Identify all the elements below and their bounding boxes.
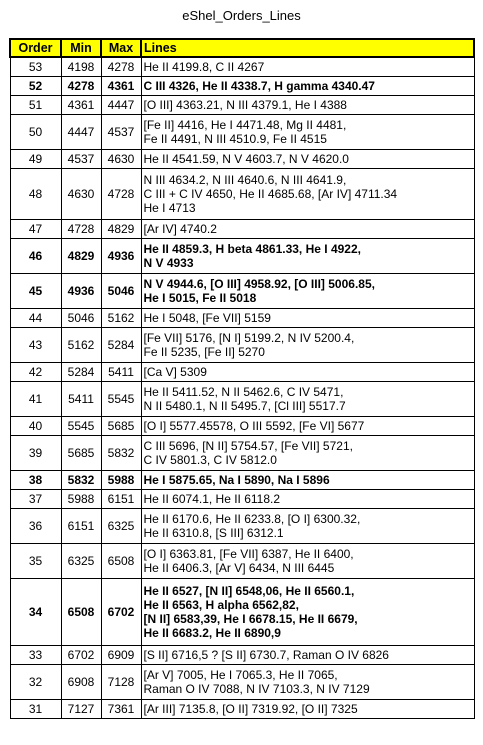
cell-min: 6151 [61, 508, 101, 543]
cell-min: 4537 [61, 149, 101, 168]
cell-max: 7128 [101, 664, 141, 699]
cell-order: 42 [10, 362, 61, 381]
cell-min: 5832 [61, 470, 101, 489]
cell-max: 5685 [101, 416, 141, 435]
line-text: N V 4944.6, [O III] 4958.92, [O III] 5006.85, [143, 276, 375, 291]
table-row [10, 508, 474, 543]
table-row [10, 76, 474, 95]
line-text: He II 4859.3, H beta 4861.33, He I 4922, [143, 241, 361, 256]
cell-max: 6702 [101, 578, 141, 645]
cell-min: 4728 [61, 219, 101, 238]
cell-min: 5545 [61, 416, 101, 435]
table-row [10, 238, 474, 273]
line-text: Raman O IV 7088, N IV 7103.3, N IV 7129 [143, 681, 370, 696]
table-row [10, 416, 474, 435]
cell-order: 40 [10, 416, 61, 435]
cell-lines [141, 645, 474, 664]
cell-min: 4447 [61, 114, 101, 149]
cell-order: 37 [10, 489, 61, 508]
cell-min: 4198 [61, 57, 101, 76]
line-text: He II 6170.6, He II 6233.8, [O I] 6300.32, [143, 511, 361, 526]
cell-lines [141, 219, 474, 238]
line-text: He II 6074.1, He II 6118.2 [143, 491, 281, 506]
cell-max: 5411 [101, 362, 141, 381]
cell-order: 32 [10, 664, 61, 699]
cell-order: 44 [10, 308, 61, 327]
cell-lines [141, 489, 474, 508]
cell-lines [141, 664, 474, 699]
cell-max: 4936 [101, 238, 141, 273]
line-text: He II 6683.2, He II 6890,9 [143, 625, 281, 640]
table-row [10, 699, 474, 718]
line-text: C III 5696, [N II] 5754.57, [Fe VII] 5721, [143, 438, 353, 453]
cell-lines [141, 435, 474, 470]
line-text: C IV 5801.3, C IV 5812.0 [143, 452, 277, 467]
cell-order: 48 [10, 168, 61, 219]
cell-max: 6508 [101, 543, 141, 578]
line-text: [Ar V] 7005, He I 7065.3, He II 7065, [143, 667, 338, 682]
line-text: He I 5875.65, Na I 5890, Na I 5896 [143, 472, 330, 487]
line-text: [N II] 6583,39, He I 6678.15, He II 6679, [143, 611, 358, 626]
line-text: [O III] 4363.21, N III 4379.1, He I 4388 [143, 97, 347, 112]
cell-order: 46 [10, 238, 61, 273]
line-text: [Fe II] 4416, He I 4471.48, Mg II 4481, [143, 117, 347, 132]
cell-max: 4537 [101, 114, 141, 149]
line-text: He II 4541.59, N V 4603.7, N V 4620.0 [143, 151, 349, 166]
cell-min: 4630 [61, 168, 101, 219]
cell-max: 5162 [101, 308, 141, 327]
table-row [10, 273, 474, 308]
cell-min: 6908 [61, 664, 101, 699]
cell-max: 5046 [101, 273, 141, 308]
cell-lines [141, 508, 474, 543]
cell-min: 7127 [61, 699, 101, 718]
cell-max: 6909 [101, 645, 141, 664]
cell-max: 5545 [101, 381, 141, 416]
cell-lines [141, 699, 474, 718]
cell-max: 4447 [101, 95, 141, 114]
cell-order: 50 [10, 114, 61, 149]
line-text: [Ar IV] 4740.2 [143, 221, 217, 236]
table-row [10, 435, 474, 470]
table-row [10, 149, 474, 168]
cell-order: 45 [10, 273, 61, 308]
cell-max: 6325 [101, 508, 141, 543]
header-row [10, 39, 474, 57]
cell-min: 5988 [61, 489, 101, 508]
header-order: Order [10, 39, 61, 57]
cell-min: 5685 [61, 435, 101, 470]
cell-max: 4829 [101, 219, 141, 238]
table-row [10, 470, 474, 489]
table-row [10, 362, 474, 381]
cell-lines [141, 362, 474, 381]
cell-min: 5411 [61, 381, 101, 416]
cell-max: 4728 [101, 168, 141, 219]
line-text: He I 5048, [Fe VII] 5159 [143, 310, 271, 325]
line-text: N III 4634.2, N III 4640.6, N III 4641.9, [143, 172, 347, 187]
table-row [10, 95, 474, 114]
cell-order: 43 [10, 327, 61, 362]
cell-max: 7361 [101, 699, 141, 718]
cell-lines [141, 273, 474, 308]
cell-order: 31 [10, 699, 61, 718]
cell-min: 6702 [61, 645, 101, 664]
cell-min: 5046 [61, 308, 101, 327]
cell-lines [141, 416, 474, 435]
line-text: C III + C IV 4650, He II 4685.68, [Ar IV] 4711.34 [143, 186, 398, 201]
table-row [10, 381, 474, 416]
cell-max: 4630 [101, 149, 141, 168]
cell-order: 47 [10, 219, 61, 238]
line-text: [Ca V] 5309 [143, 364, 207, 379]
cell-order: 49 [10, 149, 61, 168]
header-min: Min [61, 39, 101, 57]
line-text: He II 6406.3, [Ar V] 6434, N III 6445 [143, 560, 335, 575]
cell-max: 4278 [101, 57, 141, 76]
line-text: [Fe VII] 5176, [N I] 5199.2, N IV 5200.4, [143, 330, 355, 345]
cell-lines [141, 578, 474, 645]
cell-lines [141, 76, 474, 95]
cell-min: 6325 [61, 543, 101, 578]
line-text: He I 4713 [143, 200, 196, 215]
line-text: He II 6527, [N II] 6548,06, He II 6560.1, [143, 583, 355, 598]
cell-order: 51 [10, 95, 61, 114]
cell-min: 5284 [61, 362, 101, 381]
table-row [10, 664, 474, 699]
cell-lines [141, 327, 474, 362]
cell-order: 53 [10, 57, 61, 76]
table-row [10, 219, 474, 238]
cell-min: 4278 [61, 76, 101, 95]
line-text: He II 6563, H alpha 6562,82, [143, 597, 299, 612]
line-text: C III 4326, He II 4338.7, H gamma 4340.47 [143, 78, 375, 93]
line-text: [O I] 6363.81, [Fe VII] 6387, He II 6400, [143, 546, 354, 561]
cell-order: 41 [10, 381, 61, 416]
cell-min: 6508 [61, 578, 101, 645]
cell-order: 38 [10, 470, 61, 489]
table-row [10, 114, 474, 149]
cell-lines [141, 238, 474, 273]
line-text: N II 5480.1, N II 5495.7, [Cl III] 5517.7 [143, 398, 346, 413]
cell-max: 5832 [101, 435, 141, 470]
table-row [10, 489, 474, 508]
cell-lines [141, 149, 474, 168]
cell-order: 33 [10, 645, 61, 664]
table-row [10, 645, 474, 664]
line-text: He II 4199.8, C II 4267 [143, 59, 265, 74]
cell-max: 4361 [101, 76, 141, 95]
table-row [10, 543, 474, 578]
line-text: Fe II 5235, [Fe II] 5270 [143, 344, 265, 359]
orders-lines-table [9, 38, 475, 719]
table-row [10, 578, 474, 645]
cell-lines [141, 470, 474, 489]
cell-order: 36 [10, 508, 61, 543]
cell-min: 4936 [61, 273, 101, 308]
line-text: He II 5411.52, N II 5462.6, C IV 5471, [143, 384, 344, 399]
cell-lines [141, 95, 474, 114]
cell-min: 4361 [61, 95, 101, 114]
table-row [10, 168, 474, 219]
cell-lines [141, 543, 474, 578]
cell-lines [141, 168, 474, 219]
cell-max: 5284 [101, 327, 141, 362]
line-text: He I 5015, Fe II 5018 [143, 290, 257, 305]
header-lines: Lines [141, 39, 474, 57]
cell-order: 39 [10, 435, 61, 470]
table-row [10, 327, 474, 362]
cell-lines [141, 114, 474, 149]
cell-lines [141, 57, 474, 76]
line-text: He II 6310.8, [S III] 6312.1 [143, 525, 284, 540]
line-text: [O I] 5577.45578, O III 5592, [Fe VI] 5677 [143, 418, 365, 433]
cell-lines [141, 308, 474, 327]
line-text: N V 4933 [143, 255, 194, 270]
cell-max: 5988 [101, 470, 141, 489]
cell-max: 6151 [101, 489, 141, 508]
cell-lines [141, 381, 474, 416]
cell-order: 34 [10, 578, 61, 645]
cell-order: 52 [10, 76, 61, 95]
cell-min: 5162 [61, 327, 101, 362]
line-text: Fe II 4491, N III 4510.9, Fe II 4515 [143, 131, 327, 146]
sheet-title: eShel_Orders_Lines [182, 8, 301, 23]
cell-order: 35 [10, 543, 61, 578]
table-row [10, 57, 474, 76]
line-text: [S II] 6716,5 ? [S II] 6730.7, Raman O IV 6826 [143, 647, 389, 662]
cell-min: 4829 [61, 238, 101, 273]
table-body [10, 57, 474, 718]
line-text: [Ar III] 7135.8, [O II] 7319.92, [O II] 7325 [143, 701, 358, 716]
header-max: Max [101, 39, 141, 57]
table-row [10, 308, 474, 327]
